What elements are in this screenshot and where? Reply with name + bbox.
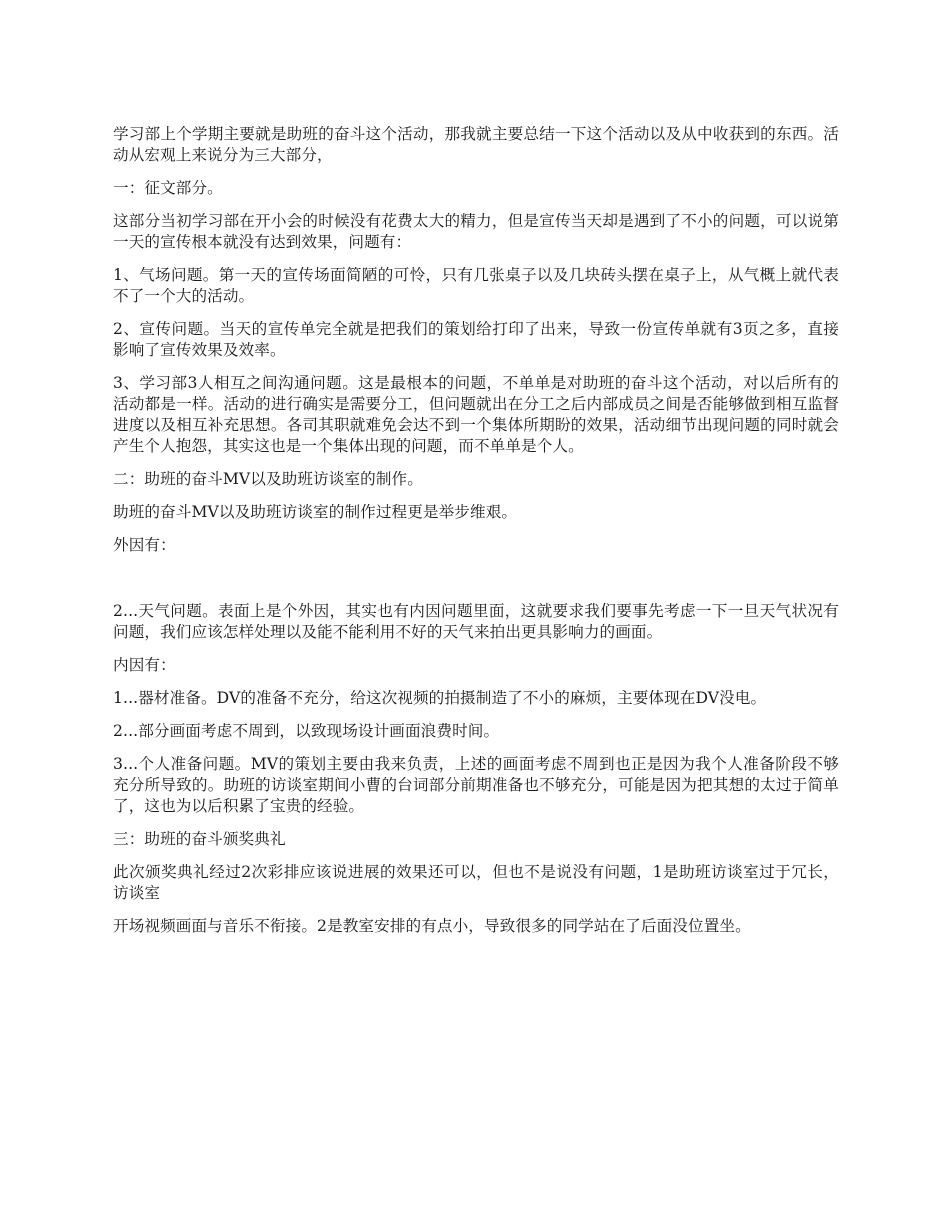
- list-item: 3、学习部3人相互之间沟通问题。这是最根本的问题，不单单是对助班的奋斗这个活动，对以后所有的活动都是一样。活动的进行确实是需要分工，但问题就出在分工之后内部成员之间是否能够做到相互监督进度以及相互补充思想。各司其职就难免会达不到一个集体所期盼的效果，活动细节出现问题的同时就会产生个人抱怨，其实这也是一个集体出现的问题，而不单单是个人。: [113, 374, 839, 455]
- list-item: 3...个人准备问题。MV的策划主要由我来负责，上述的画面考虑不周到也正是因为我个人准备阶段不够充分所导致的。助班的访谈室期间小曹的台词部分前期准备也不够充分，可能是因为把其想的太过于简单了，这也为以后积累了宝贵的经验。: [113, 755, 839, 815]
- internal-causes-label: 内因有：: [113, 656, 176, 674]
- section-heading-essay: 一：征文部分。: [113, 179, 223, 197]
- list-item: 1、气场问题。第一天的宣传场面简陋的可怜，只有几张桌子以及几块砖头摆在桌子上，从气概上就代表不了一个大的活动。: [113, 266, 839, 305]
- list-item: 1...器材准备。DV的准备不充分，给这次视频的拍摄制造了不小的麻烦，主要体现在DV没电。: [113, 689, 767, 707]
- mv-paragraph: 助班的奋斗MV以及助班访谈室的制作过程更是举步维艰。: [113, 503, 518, 521]
- essay-paragraph: 这部分当初学习部在开小会的时候没有花费太大的精力，但是宣传当天却是遇到了不小的问题，可以说第一天的宣传根本就没有达到效果，问题有：: [113, 212, 839, 251]
- blank-gap: [113, 568, 839, 601]
- document-body: [113, 124, 839, 949]
- list-item: 2...天气问题。表面上是个外因，其实也有内因问题里面，这就要求我们要事先考虑一下一旦天气状况有问题，我们应该怎样处理以及能不能利用不好的天气来拍出更具影响力的画面。: [113, 602, 839, 641]
- external-causes-label: 外因有：: [113, 536, 176, 554]
- list-item: 2...部分画面考虑不周到，以致现场设计画面浪费时间。: [113, 722, 500, 740]
- ceremony-paragraph: 此次颁奖典礼经过2次彩排应该说进展的效果还可以，但也不是说没有问题，1是助班访谈室过于冗长，访谈室: [113, 863, 839, 902]
- ceremony-paragraph-continued: 开场视频画面与音乐不衔接。2是教室安排的有点小，导致很多的同学站在了后面没位置坐。: [113, 917, 751, 935]
- section-heading-mv: 二：助班的奋斗MV以及助班访谈室的制作。: [113, 470, 423, 488]
- section-heading-ceremony: 三：助班的奋斗颁奖典礼: [113, 830, 286, 848]
- intro-paragraph: 学习部上个学期主要就是助班的奋斗这个活动，那我就主要总结一下这个活动以及从中收获到的东西。活动从宏观上来说分为三大部分，: [113, 125, 839, 164]
- list-item: 2、宣传问题。当天的宣传单完全就是把我们的策划给打印了出来，导致一份宣传单就有3页之多，直接影响了宣传效果及效率。: [113, 320, 839, 359]
